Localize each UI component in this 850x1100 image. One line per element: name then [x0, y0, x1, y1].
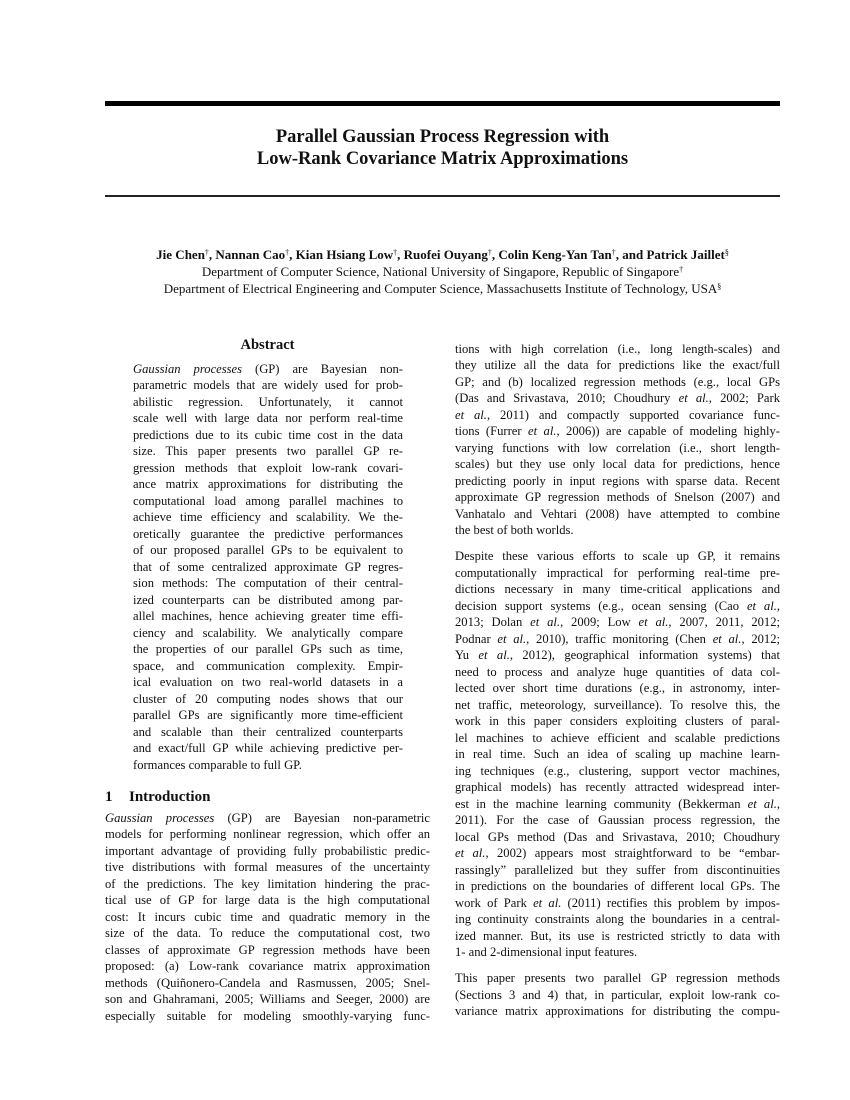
text-line: Podnar et al., 2010), traffic monitoring (Chen et al., 2012; — [455, 631, 781, 646]
author-separator: , — [491, 247, 499, 262]
author-name: Patrick Jaillet — [646, 247, 725, 262]
author-affiliation-mark: † — [487, 248, 492, 257]
text-line: et al., 2002) appears most straightforward to be “embar- — [455, 846, 780, 861]
text-line: in real time. Such an idea of scaling up machine learn- — [455, 747, 780, 762]
text-line: work of Park et al. (2011) rectifies this problem by impos- — [455, 895, 781, 910]
text-line: Gaussian processes (GP) are Bayesian non-parametric — [105, 810, 430, 825]
text-line: they utilize all the data for predictions like the exact/full — [455, 358, 780, 373]
text-line: ciency and scalability. We analytically compare — [133, 625, 403, 640]
text-line: predicting poorly in input regions with sparse data. Recent — [455, 473, 780, 488]
text-line: especially suitable for modeling smoothly-varying func- — [105, 1008, 430, 1023]
text-line: oretically guarantee the predictive performances — [133, 526, 403, 541]
text-line: predictions due to its cubic time cost in the data — [133, 427, 403, 442]
author-affiliation-mark: † — [611, 248, 616, 257]
text-line: ance matrix approximations for distributing the — [133, 477, 403, 492]
text-line: son and Ghahramani, 2005; Williams and Seeger, 2000) are — [105, 992, 430, 1007]
text-line: tical use of GP for large data is the high computational — [105, 893, 430, 908]
author-name: Ruofei Ouyang — [403, 247, 488, 262]
paragraph — [455, 548, 780, 961]
text-line: (Das and Srivastava, 2010; Choudhury et al., 2002; Park — [455, 391, 780, 406]
text-line: the properties of our parallel GPs such as time, — [133, 642, 403, 657]
text-line: formances comparable to full GP. — [133, 757, 302, 772]
text-line: that of some centralized approximate GP regres- — [133, 559, 403, 574]
text-line: dictions necessary in many time-critical applications and — [455, 582, 780, 597]
text-line: 2013; Dolan et al., 2009; Low et al., 2007, 2011, 2012; — [455, 615, 781, 630]
author-name: Kian Hsiang Low — [295, 247, 394, 262]
text-line: Gaussian processes (GP) are Bayesian non- — [133, 361, 403, 376]
text-line: abilistic regression. Unfortunately, it cannot — [133, 394, 403, 409]
text-line: methods (Quiñonero-Candela and Rasmussen, 2005; Snel- — [105, 975, 430, 990]
text-line: ical evaluation on two real-world datasets in a — [133, 675, 403, 690]
title-line-2: Low-Rank Covariance Matrix Approximations — [256, 149, 629, 169]
text-line: ing continuity constraints along the boundaries in a central- — [455, 912, 780, 927]
intro-left-column — [105, 810, 430, 1034]
text-line: and exact/full GP while achieving predictive per- — [133, 741, 403, 756]
affiliation-text: Department of Electrical Engineering and Computer Science, Massachusetts Institute of Technology, USA — [163, 281, 718, 296]
text-line: net traffic, meteorology, surveillance). To resolve this, the — [455, 697, 780, 712]
affiliation-1 — [60, 263, 825, 280]
text-line: cluster of 20 computing nodes shows that our — [133, 691, 403, 706]
author-affiliation-mark: † — [204, 248, 209, 257]
text-line: lel machines to achieve efficient and scalable predictions — [455, 730, 780, 745]
text-line: proposed: (a) Low-rank covariance matrix approximation — [105, 959, 430, 974]
text-line: 2011). For the case of Gaussian process regression, the — [455, 813, 780, 828]
text-line: local GPs method (Das and Srivastava, 2010; Choudhury — [455, 829, 780, 844]
text-line: approximate GP regression methods of Snelson (2007) and — [455, 490, 780, 505]
text-line: space, and communication complexity. Empir- — [133, 658, 403, 673]
text-line: variance matrix approximations for distributing the compu- — [455, 1004, 780, 1019]
text-line: GP; and (b) localized regression methods (e.g., local GPs — [455, 374, 780, 389]
text-line: est in the machine learning community (Bekkerman et al., — [455, 796, 780, 811]
text-line: work in this paper considers exploiting clusters of paral- — [455, 714, 780, 729]
author-affiliation-mark: † — [285, 248, 290, 257]
text-line: computational load among parallel machines to — [133, 493, 403, 508]
text-line: scales) but they use only local data for predictions, hence — [455, 457, 780, 472]
text-line: parallel GPs are significantly more time-efficient — [133, 708, 403, 723]
text-line: ing techniques (e.g., clustering, support vector machines, — [455, 763, 780, 778]
text-line: size of the data. To reduce the computational cost, two — [105, 926, 430, 941]
top-rule — [105, 101, 780, 106]
text-line: of the predictions. The key limitation hindering the prac- — [105, 876, 430, 891]
text-line: allel machines, hence achieving greater time effi- — [133, 609, 403, 624]
text-line: need to process and analyze huge quantities of data col- — [455, 664, 780, 679]
text-line: lected over short time durations (e.g., in astronomy, inter- — [455, 681, 780, 696]
text-line: important advantage of providing fully probabilistic predic- — [105, 843, 430, 858]
text-line: tive distributions with formal measures of the uncertainty — [105, 860, 430, 875]
text-line: Despite these various efforts to scale up GP, it remains — [455, 549, 780, 564]
author-affiliation-mark: § — [724, 248, 729, 257]
paragraph — [455, 970, 780, 1020]
affiliation-text: Department of Computer Science, National University of Singapore, Republic of Singapore — [201, 264, 680, 279]
title-rule — [105, 195, 780, 197]
text-line: size. This paper presents two parallel GP re- — [133, 444, 403, 459]
author-separator: , and — [615, 247, 647, 262]
text-line: sion methods: The computation of their central- — [133, 576, 403, 591]
author-affiliation-mark: † — [393, 248, 398, 257]
section-heading-introduction — [105, 789, 210, 806]
text-line: graphical models) has recently attracted widespread inter- — [455, 780, 780, 795]
text-line: classes of approximate GP regression methods have been — [105, 942, 430, 957]
text-line: 1- and 2-dimensional input features. — [455, 945, 638, 960]
affiliation-mark: † — [679, 265, 684, 274]
text-line: ized counterparts can be distributed among par- — [133, 592, 403, 607]
paragraph — [133, 361, 403, 774]
paper-title — [105, 126, 780, 170]
text-line: computationally impractical for performing real-time pre- — [455, 565, 780, 580]
affiliation-mark: § — [717, 282, 722, 291]
author-separator: , — [289, 247, 296, 262]
text-line: achieve time efficiency and scalability. We the- — [133, 510, 403, 525]
section-number: 1 — [105, 789, 113, 805]
author-separator: , — [397, 247, 404, 262]
text-line: parametric models that are widely used for prob- — [133, 378, 403, 393]
text-line: ized manner. But, its use is restricted strictly to data with — [455, 928, 780, 943]
abstract-heading: Abstract — [240, 337, 295, 353]
title-line-1: Parallel Gaussian Process Regression with — [275, 127, 610, 147]
text-line: Yu et al., 2012), geographical information systems) that — [455, 648, 780, 663]
text-line: gression methods that exploit low-rank covari- — [133, 460, 403, 475]
section-title: Introduction — [129, 789, 211, 805]
text-line: and scalable than their centralized counterparts — [133, 724, 403, 739]
text-line: Vanhatalo and Vehtari (2008) have attempted to combine — [455, 506, 780, 521]
author-separator: , — [208, 247, 216, 262]
text-line: tions (Furrer et al., 2006)) are capable of modeling highly- — [455, 424, 780, 439]
text-line: et al., 2011) and compactly supported covariance func- — [455, 407, 780, 422]
text-line: This paper presents two parallel GP regression methods — [455, 971, 780, 986]
text-line: decision support systems (e.g., ocean sensing (Cao et al., — [455, 598, 781, 613]
author-name: Nannan Cao — [215, 247, 286, 262]
paragraph — [455, 341, 780, 539]
text-line: of our proposed parallel GPs to be equivalent to — [133, 543, 403, 558]
abstract-body — [133, 361, 403, 783]
paragraph — [105, 810, 430, 1025]
text-line: the best of both worlds. — [455, 523, 574, 538]
text-line: models for performing nonlinear regression, which offer an — [105, 827, 430, 842]
author-name: Jie Chen — [156, 247, 205, 262]
text-line: in predictions on the boundaries of different local GPs. The — [455, 879, 780, 894]
text-line: varying functions with low correlation (i.e., short length- — [455, 440, 780, 455]
text-line: cost: It incurs cubic time and quadratic memory in the — [105, 909, 430, 924]
intro-right-column — [455, 341, 780, 1030]
affiliation-2 — [60, 280, 825, 297]
text-line: rassingly” parallelized but they suffer from discontinuities — [455, 862, 780, 877]
text-line: scale well with large data nor perform real-time — [133, 411, 403, 426]
author-name: Colin Keng-Yan Tan — [498, 247, 612, 262]
text-line: tions with high correlation (i.e., long length-scales) and — [455, 341, 780, 356]
author-list — [60, 246, 825, 263]
text-line: (Sections 3 and 4) that, in particular, exploit low-rank co- — [455, 987, 780, 1002]
